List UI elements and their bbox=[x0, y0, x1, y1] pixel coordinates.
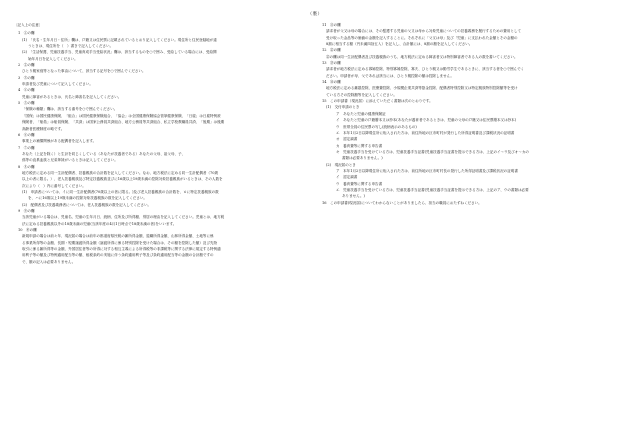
text-line: 受け取った金品等の価値の金額を記入することに。それぞれに「父又は母」及び「児童」に支払われた金額とその金額の bbox=[326, 35, 518, 40]
text-line: ひとり親家庭等となった事由について、該当する記号を○で囲んでください。 bbox=[22, 69, 146, 74]
text-line: イ 認定調書 bbox=[336, 175, 358, 180]
text-line: 書類は必要ありません。) bbox=[342, 156, 383, 161]
text-line: カ 養育費等に関する申告書 bbox=[336, 143, 383, 148]
text-line: 地方税法に定める同一生計配偶者、扶養親族の合計数を記入してください。なお、地方税法に定める同一生計配偶者（70歳 bbox=[22, 170, 219, 175]
text-line: 高齢者医療制度の略です。 bbox=[22, 126, 65, 131]
text-line: 請求者が父又は母の場合には、その監護する児童の父又は母から対象児童についての扶養義務を履行するための費用として bbox=[326, 29, 522, 34]
text-line: 「国保」は国民健康保険、「組合」は国民健康保険組合、「協会」は全国健康保険協会管掌健康保険、「日雇」は日雇特例被 bbox=[22, 113, 221, 118]
text-line: あなた（上記を除く）と生計を同じくしている（あなたが扶養者である）あなたの父母、祖父母、子、 bbox=[22, 151, 186, 156]
text-line: ウ 世帯全員の住民票の写し(続柄表示のあるもの) bbox=[336, 124, 417, 129]
text-line: 12 ⑫の欄 bbox=[322, 48, 341, 53]
text-line: を、ハに16歳以上19歳未満の控除対象扶養親族の数を記入してください。 bbox=[28, 196, 147, 201]
text-line: (1) 交付申請のとき bbox=[326, 105, 360, 110]
text-line: ている方その控除額等を記入してください。 bbox=[326, 92, 397, 97]
text-line: 孫等の直系血族と兄弟姉妹がいるときは記入してください。 bbox=[22, 158, 118, 163]
text-line: 地方税法に定める雑損控除、医療費控除、小規模企業共済等掛金控除、配偶者特別控除又は特定親族特別控除額等を受け bbox=[326, 86, 518, 91]
text-line: 当該児童がいる場合は、児童名、児童の生年月日、続柄、住所及び所得額、別居の理由を記入してください。児童とは、地方税 bbox=[22, 215, 225, 220]
notes-heading: 〔記入上の注意〕 bbox=[14, 23, 43, 27]
text-line: 請求者が地方税法に定める寡婦控除、特別寡婦控除、寡夫、ひとり親又は勤労学生であるときに、該当する者を○で囲んでく bbox=[326, 67, 525, 72]
left-column bbox=[14, 22, 306, 265]
text-line: 8割に相当する額（円未満四捨五入）を記入し、合計額には、8割の額を記入してください。 bbox=[326, 42, 473, 47]
text-line: 「保険の種類」欄は、該当する番号を○で囲んでください。 bbox=[22, 107, 118, 112]
text-line: うときは、現住所を（ ）書きで記入してください。 bbox=[28, 44, 114, 49]
text-line: 3 ③の欄 bbox=[18, 75, 35, 80]
text-line: 16 この申請書(現況届)についてわからないことがありましたら、担当の職員におたずねください。 bbox=[322, 200, 482, 205]
text-line: (2) 配偶者及び扶養義務者については、老人扶養親族の数を記入してください。 bbox=[22, 202, 152, 207]
text-line: 15 この申請書（現況届）に添えていただく書類は次のとおりです。 bbox=[322, 99, 433, 104]
text-line: 13 ⑬の欄 bbox=[322, 61, 341, 66]
text-line: 次により（ ）内に番号してください。 bbox=[22, 183, 86, 188]
text-line: 1 ①の欄 bbox=[18, 31, 35, 36]
text-line: エ 本年1月2日以降現住所に転入された方は、前住所地の区市町村が発行した所得証明書及び課税状況の証明書 bbox=[336, 130, 515, 135]
text-line: 8 ⑧の欄 bbox=[18, 164, 35, 169]
text-line: 法に定める扶養親族以外の18歳未満の児童(当該年度の4月1日時点で18歳未満の者)をいいます。 bbox=[22, 221, 177, 226]
text-line: オ 認定調書 bbox=[336, 137, 358, 142]
text-line: (1) 「氏名・生年月日・住所」欄は、戸籍又は住民票に記載されているとおり記入してください。現住所と住民登録地が違 bbox=[22, 37, 217, 42]
text-line: 7 ⑦の欄 bbox=[18, 145, 35, 150]
text-line: (1) 申請者については、イに同一生計配偶者(70歳以上の者に限る。)及び老人扶養親族の合計数を、ロに特定扶養親族の数 bbox=[22, 189, 219, 194]
text-line: ア あなたと児童の健康保険証 bbox=[336, 111, 386, 116]
text-line: (2) 現況届のとき bbox=[326, 162, 356, 167]
text-line: 以上の者に限る。）、老人扶養親族及び特定扶養親族並びに16歳以上19歳未満の控除対象扶養親族がいるときは、その人数を bbox=[22, 177, 223, 182]
text-line: る事業所得等の金額、長期・短期譲渡所得金額（譲渡所得に係る特別控除を受けた場合は、その額を控除した額）及び先物 bbox=[22, 240, 218, 245]
text-line: で、額の記入は必要ありません。 bbox=[22, 259, 76, 264]
text-line: 14 ⑭の欄 bbox=[322, 80, 341, 85]
left-notes bbox=[14, 30, 306, 265]
text-line: 5 ⑤の欄 bbox=[18, 101, 35, 106]
text-line: 始年月日を記入してください。 bbox=[28, 56, 78, 61]
text-line: 申請者及び児童について記入してください。 bbox=[22, 82, 93, 87]
text-line: 用利子等の額及び特例適用配当等の額、租税条約の実施に伴う条約適用利子等及び条約適用配当等の金額の合計額ですの bbox=[22, 253, 214, 258]
text-line: 11 ⑪の欄 bbox=[322, 23, 341, 27]
text-line: 6 ⑥の欄 bbox=[18, 132, 35, 137]
text-line: 4 ④の欄 bbox=[18, 88, 35, 93]
text-line: エ 児童扶養手当を受けている方は、児童扶養手当証書(児童扶養手当証書を提示できる方は、上記のア、ウの書類は必要 bbox=[336, 187, 529, 192]
text-line: 2 ②の欄 bbox=[18, 63, 35, 68]
right-column bbox=[322, 22, 614, 206]
text-line: ださい。申請者が母、父であれば該当には、ひとり親控除の額は控除しません。 bbox=[326, 73, 454, 78]
text-line: 9 ⑨の欄 bbox=[18, 208, 35, 213]
page-title: （裏） bbox=[307, 12, 323, 17]
text-line: イ あなたと児童の戸籍謄本又は抄本(あなたが養育者であるときは、児童の父母の戸籍又は住民票謄本又は抄本) bbox=[336, 118, 517, 123]
right-notes bbox=[322, 22, 614, 206]
text-line: (2) 「生活保護、児童扶養手当、児童育成手当受給状況」欄は、該当するものを○で囲み、受給している場合には、受給開 bbox=[22, 50, 217, 55]
text-line: 児童に障害があるときは、氏名と障害名を記入してください。 bbox=[22, 94, 122, 99]
text-line: ⑫の欄は同一生計配偶者及び扶養親族のうち、地方税法に定める障害者又は特別障害者である人の数を書いてください。 bbox=[326, 54, 518, 59]
text-line: ウ 養育費等に関する申告書 bbox=[336, 181, 383, 186]
text-line: ありません。) bbox=[342, 194, 365, 199]
text-line: ア 本年1月2日以降現住所に転入された方は、前住所地の区市町村長の発行した所得証明書及び課税状況の証明書 bbox=[336, 168, 518, 173]
text-line: 保険者、「船員」は船員保険、「共済」は国家公務員共済組合、地方公務員等共済組合、私立学校教職員共済、「後期」は後期 bbox=[22, 120, 225, 125]
text-line: 取引に係る雑所得等の金額、外国居住者等の所得に対する相互主義による所得税等の非課税等に関する法律に規定する特例適 bbox=[22, 247, 221, 252]
text-line: 事業上の補償関係がある配偶者を記入します。 bbox=[22, 139, 97, 144]
text-line: 新規申請の場合は前々年、現況届の場合は前年の都道府県民税の雑所得金額、退職所得金額、山林所得金額、土地等に係 bbox=[22, 234, 214, 239]
text-line: 10 ⑩の欄 bbox=[18, 228, 37, 232]
text-line: キ 児童扶養手当を受けている方は、児童扶養手当証書(児童扶養手当証書を提示できる方は、上記のイ～ウ及びオ～カの bbox=[336, 149, 529, 154]
